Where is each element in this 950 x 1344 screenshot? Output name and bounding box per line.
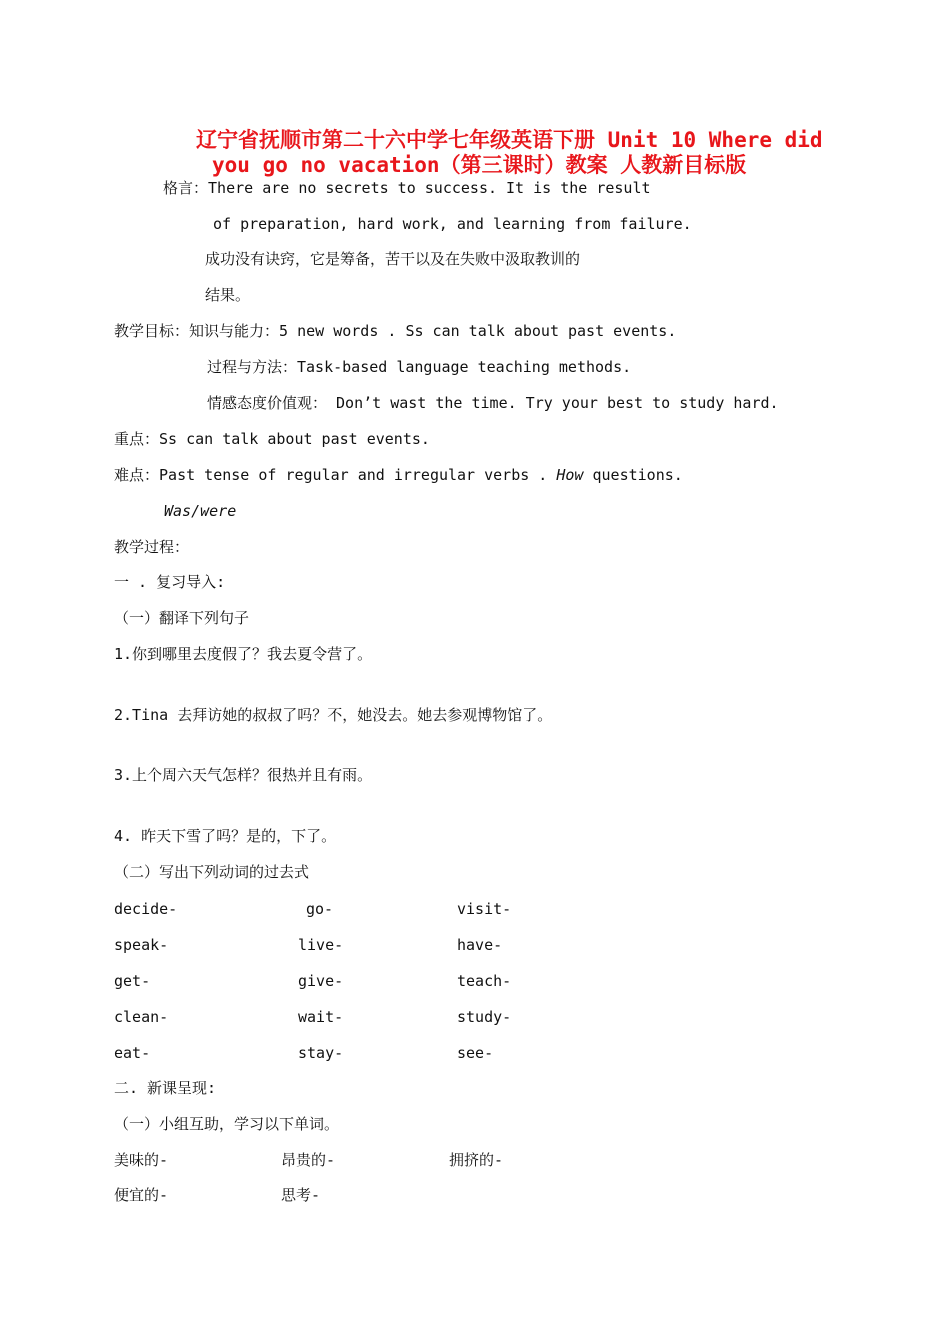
- document-title-line-1: 辽宁省抚顺市第二十六中学七年级英语下册 Unit 10 Where did: [196, 128, 823, 152]
- verb-item: decide-: [114, 900, 178, 918]
- section1-heading: 一 . 复习导入:: [114, 573, 226, 591]
- motto-line-3: 成功没有诀窍，它是筹备，苦干以及在失败中汲取教训的: [205, 250, 581, 268]
- difficulty-questions: questions.: [583, 466, 683, 484]
- vocab-item: 美味的-: [114, 1151, 169, 1169]
- vocab-item: 拥挤的-: [449, 1151, 504, 1169]
- verb-item: visit-: [457, 900, 512, 918]
- verb-item: give-: [298, 972, 344, 990]
- verb-item: teach-: [457, 972, 512, 990]
- vocab-item: 昂贵的-: [281, 1151, 336, 1169]
- motto-label: 格言：: [163, 179, 209, 197]
- section1-part2-heading: （二）写出下列动词的过去式: [114, 863, 310, 881]
- verb-item: go-: [306, 900, 334, 918]
- motto-line-1: [163, 178, 651, 198]
- objective-knowledge: 知识与能力：5 new words . Ss can talk about past events.: [189, 322, 677, 340]
- verb-item: eat-: [114, 1044, 151, 1062]
- section2-heading: 二. 新课呈现:: [114, 1079, 217, 1097]
- verb-item: wait-: [298, 1008, 344, 1026]
- objective-process: 过程与方法：Task-based language teaching methods.: [207, 358, 632, 376]
- verb-item: clean-: [114, 1008, 169, 1026]
- document-title-line-2: you go no vacation（第三课时）教案 人教新目标版: [212, 153, 747, 177]
- difficulty-was-were: Was/were: [164, 502, 237, 520]
- objectives-line: [114, 321, 676, 341]
- vocab-item: 思考-: [281, 1186, 321, 1204]
- difficulty-label: 难点：: [114, 466, 160, 484]
- verb-item: stay-: [298, 1044, 344, 1062]
- sentence-item: 2.Tina 去拜访她的叔叔了吗？不，她没去。她去参观博物馆了。: [114, 706, 553, 724]
- verb-item: live-: [298, 936, 344, 954]
- difficulty-line: [114, 465, 683, 485]
- objectives-label: 教学目标：: [114, 322, 190, 340]
- sentence-item: 4. 昨天下雪了吗？是的，下了。: [114, 827, 337, 845]
- sentence-item: 3.上个周六天气怎样？很热并且有雨。: [114, 766, 373, 784]
- objective-attitude: 情感态度价值观： Don’t wast the time. Try your best to study hard.: [207, 394, 779, 412]
- sentence-item: 1.你到哪里去度假了？我去夏令营了。: [114, 645, 373, 663]
- verb-item: study-: [457, 1008, 512, 1026]
- verb-item: see-: [457, 1044, 494, 1062]
- vocab-item: 便宜的-: [114, 1186, 169, 1204]
- motto-line-4: 结果。: [205, 286, 251, 304]
- verb-item: speak-: [114, 936, 169, 954]
- process-heading: 教学过程：: [114, 538, 190, 556]
- motto-text-1: There are no secrets to success. It is the result: [208, 179, 651, 197]
- difficulty-text: Past tense of regular and irregular verbs .: [159, 466, 557, 484]
- section1-part1-heading: （一）翻译下列句子: [114, 609, 250, 627]
- section2-part1-heading: （一）小组互助，学习以下单词。: [114, 1115, 340, 1133]
- verb-item: get-: [114, 972, 151, 990]
- difficulty-how: How: [556, 466, 584, 484]
- motto-line-2: of preparation, hard work, and learning from failure.: [213, 215, 692, 233]
- key-point: 重点：Ss can talk about past events.: [114, 430, 430, 448]
- verb-item: have-: [457, 936, 503, 954]
